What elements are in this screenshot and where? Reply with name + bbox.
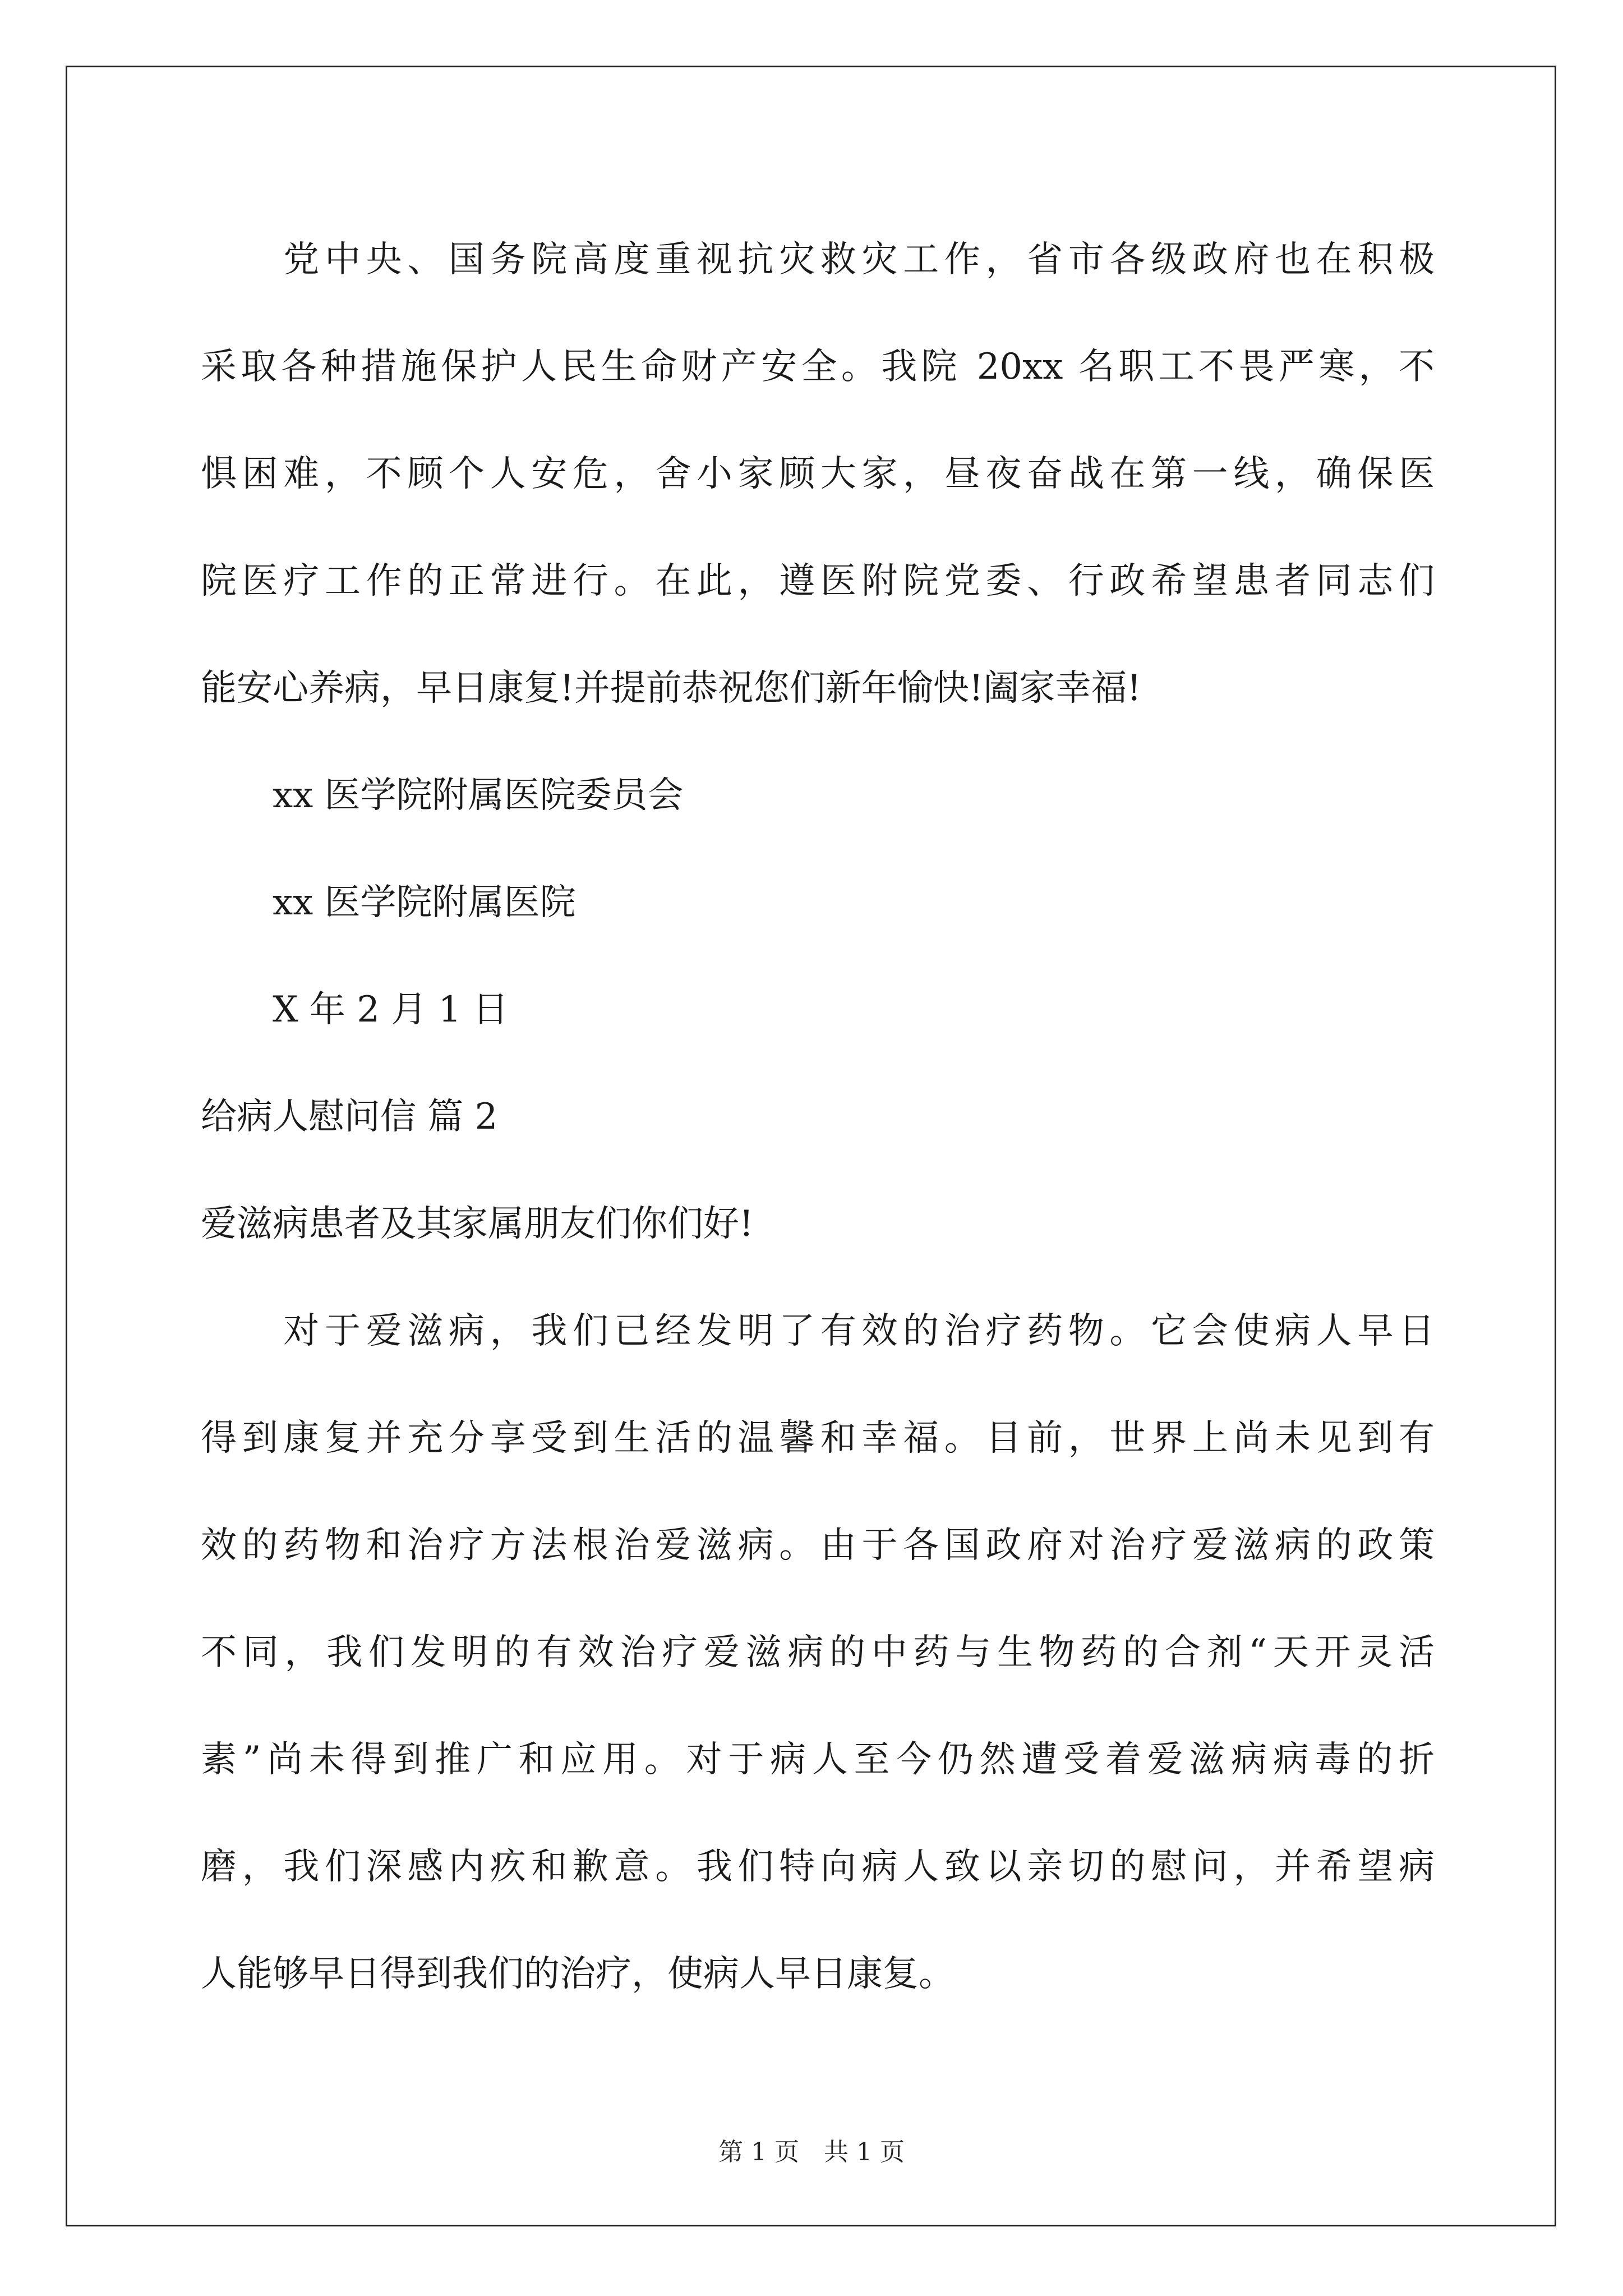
- signature-hospital: xx 医学院附属医院: [201, 882, 576, 923]
- signature-committee: xx 医学院附属医院委员会: [201, 775, 684, 816]
- letter-date: X 年 2 月 1 日: [201, 989, 509, 1030]
- paragraph-line: 素”尚未得到推广和应用。对于病人至今仍然遭受着爱滋病病毒的折: [201, 1739, 1435, 1780]
- section-title: 给病人慰问信 篇 2: [201, 1096, 498, 1138]
- paragraph-line: 能安心养病，早日康复!并提前恭祝您们新年愉快!阖家幸福!: [201, 668, 1142, 709]
- paragraph-line: 院医疗工作的正常进行。在此，遵医附院党委、行政希望患者同志们: [201, 560, 1435, 602]
- document-body: [201, 206, 1435, 2028]
- paragraph-line: 效的药物和治疗方法根治爱滋病。由于各国政府对治疗爱滋病的政策: [201, 1525, 1435, 1566]
- paragraph-line: 得到康复并充分享受到生活的温馨和幸福。目前，世界上尚未见到有: [201, 1418, 1435, 1459]
- paragraph-line: 惧困难，不顾个人安危，舍小家顾大家，昼夜奋战在第一线，确保医: [201, 453, 1435, 495]
- paragraph-line: 人能够早日得到我们的治疗，使病人早日康复。: [201, 1953, 955, 1995]
- paragraph-line: 党中央、国务院高度重视抗灾救灾工作，省市各级政府也在积极: [201, 239, 1435, 280]
- page-footer: 第 1 页 共 1 页: [718, 2138, 905, 2166]
- paragraph-line: 采取各种措施保护人民生命财产安全。我院 20xx 名职工不畏严寒，不: [201, 346, 1435, 388]
- paragraph-line: 磨，我们深感内疚和歉意。我们特向病人致以亲切的慰问，并希望病: [201, 1846, 1435, 1888]
- paragraph-line: 对于爱滋病，我们已经发明了有效的治疗药物。它会使病人早日: [201, 1310, 1435, 1352]
- salutation: 爱滋病患者及其家属朋友们你们好!: [201, 1203, 754, 1245]
- paragraph-line: 不同，我们发明的有效治疗爱滋病的中药与生物药的合剂“天开灵活: [201, 1632, 1435, 1673]
